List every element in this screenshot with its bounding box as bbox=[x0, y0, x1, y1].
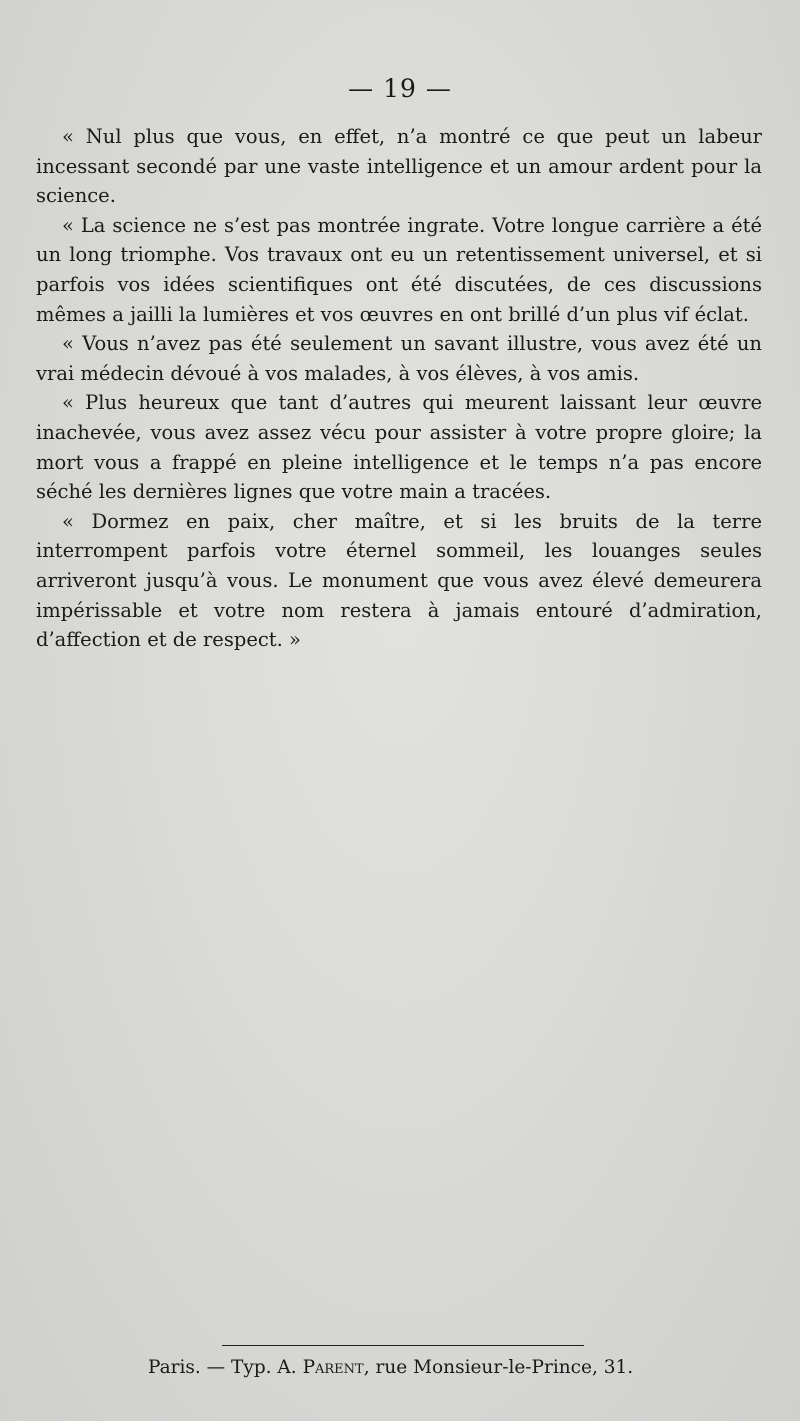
paragraph-2: « La science ne s’est pas montrée ingrate. Votre longue carrière a été un long triomphe. Vos travaux ont eu un retentissement universel, et si parfois vos idées scientifiques ont été discutées, de ces discussions mêmes a jailli la lumières et vos œuvres en ont brillé d’un plus vif éclat. bbox=[36, 213, 762, 326]
page-number: — 19 — bbox=[348, 74, 452, 103]
imprint-prefix: Paris. — Typ. A. bbox=[148, 1357, 303, 1378]
paragraph-1: « Nul plus que vous, en effet, n’a montré ce que peut un labeur incessant secondé par une vaste intelligence et un amour ardent pour la science. bbox=[36, 125, 762, 208]
paragraph-4: « Plus heureux que tant d’autres qui meurent laissant leur œuvre inachevée, vous avez assez vécu pour assister à votre propre gloire; la mort vous a frappé en pleine intelligence et le temps n’a pas encore séché les dernières lignes que votre main a tracées. bbox=[36, 391, 762, 504]
printer-imprint bbox=[148, 1357, 668, 1378]
footer-divider bbox=[222, 1345, 584, 1346]
imprint-suffix: , rue Monsieur-le-Prince, 31. bbox=[363, 1357, 634, 1378]
paragraph-3: « Vous n’avez pas été seulement un savant illustre, vous avez été un vrai médecin dévoué à vos malades, à vos élèves, à vos amis. bbox=[36, 332, 762, 385]
printer-name: Parent bbox=[302, 1357, 364, 1378]
body-text bbox=[36, 122, 762, 655]
paragraph-5: « Dormez en paix, cher maître, et si les bruits de la terre interrompent parfois votre éternel sommeil, les louanges seules arriveront jusqu’à vous. Le monument que vous avez élevé demeurera impérissable et votre nom restera à jamais entouré d’admiration, d’affection et de respect. » bbox=[36, 509, 762, 652]
